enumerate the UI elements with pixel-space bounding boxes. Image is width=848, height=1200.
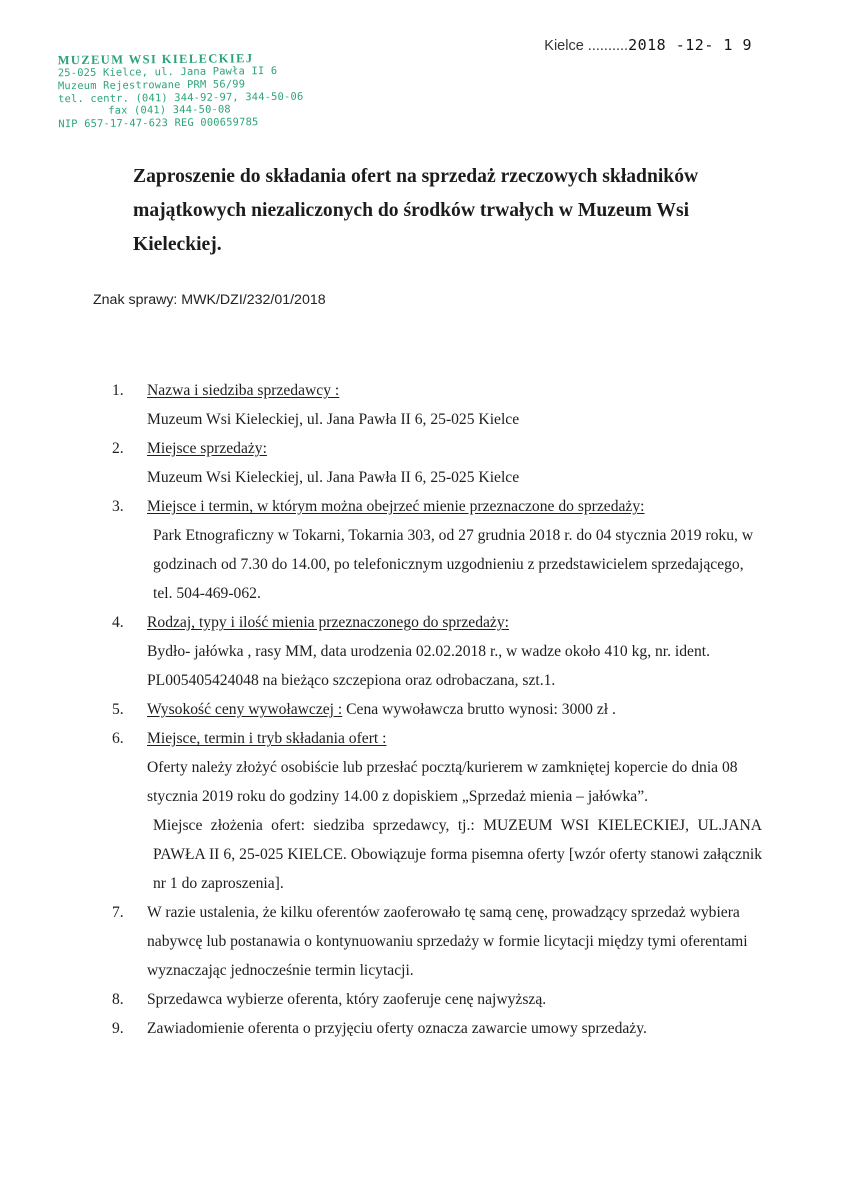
item-number: 4. xyxy=(112,614,124,631)
date-label: Kielce .......... xyxy=(544,38,629,54)
item-heading: Miejsce sprzedaży: xyxy=(147,440,267,457)
item-number: 8. xyxy=(112,991,124,1008)
list-item xyxy=(112,985,762,1014)
item-heading: Wysokość ceny wywoławczej : xyxy=(147,701,343,718)
list-item xyxy=(112,898,762,985)
item-number: 1. xyxy=(112,382,124,399)
item-text: Cena wywoławcza brutto wynosi: 3000 zł . xyxy=(346,701,616,718)
place-date xyxy=(544,36,752,54)
list-item xyxy=(112,608,762,695)
item-text: Zawiadomienie oferenta o przyjęciu oferty oznacza zawarcie umowy sprzedaży. xyxy=(147,1020,647,1037)
item-number: 6. xyxy=(112,730,124,747)
item-text: Oferty należy złożyć osobiście lub przesłać pocztą/kurierem w zamkniętej kopercie do dnia 08 stycznia 2019 roku do godziny 14.00 z dopiskiem „Sprzedaż mienia – jałówka”. xyxy=(147,759,738,805)
list-item xyxy=(112,434,762,492)
item-heading: Miejsce, termin i tryb składania ofert : xyxy=(147,730,387,747)
item-text: Muzeum Wsi Kieleckiej, ul. Jana Pawła II 6, 25-025 Kielce xyxy=(147,469,520,486)
museum-stamp xyxy=(57,51,304,131)
item-number: 3. xyxy=(112,498,124,515)
list-item xyxy=(112,376,762,434)
list-item xyxy=(112,695,762,724)
stamp-line-registry: Muzeum Rejestrowane PRM 56/99 xyxy=(57,78,246,93)
item-text: W razie ustalenia, że kilku oferentów zaoferowało tę samą cenę, prowadzący sprzedaż wybiera nabywcę lub postanawia o kontynuowaniu sprzedaży w formie licytacji między tymi oferentami wyznaczając jednocześnie termin licytacji. xyxy=(147,904,748,979)
document-title: Zaproszenie do składania ofert na sprzedaż rzeczowych składników majątkowych niezaliczonych do środków trwałych w Muzeum Wsi Kieleckiej. xyxy=(133,166,699,255)
list-item xyxy=(112,492,762,608)
stamp-line-nip: NIP 657-17-47-623 REG 000659785 xyxy=(58,116,259,131)
case-reference: Znak sprawy: MWK/DZI/232/01/2018 xyxy=(93,292,326,308)
item-heading: Rodzaj, typy i ilość mienia przeznaczonego do sprzedaży: xyxy=(147,614,509,631)
stamp-line-fax: fax (041) 344-50-08 xyxy=(108,103,231,118)
item-text: Muzeum Wsi Kieleckiej, ul. Jana Pawła II 6, 25-025 Kielce xyxy=(147,411,520,428)
item-text: Bydło- jałówka , rasy MM, data urodzenia 02.02.2018 r., w wadze około 410 kg, nr. ident. PL005405424048 na bieżąco szczepiona oraz odrobaczana, szt.1. xyxy=(147,643,711,689)
list-item xyxy=(112,724,762,898)
stamp-line-name: MUZEUM WSI KIELECKIEJ xyxy=(57,51,254,68)
date-value: 2018 -12- 1 9 xyxy=(628,36,752,54)
item-text: Park Etnograficzny w Tokarni, Tokarnia 303, od 27 grudnia 2018 r. do 04 stycznia 2019 roku, w godzinach od 7.30 do 14.00, po telefonicznym uzgodnieniu z przedstawicielem sprzedającego, tel. 504-469-062. xyxy=(153,527,754,602)
invitation-items xyxy=(112,376,762,1043)
item-number: 2. xyxy=(112,440,124,457)
item-heading: Nazwa i siedziba sprzedawcy : xyxy=(147,382,340,399)
item-text-2: Miejsce złożenia ofert: siedziba sprzedawcy, tj.: MUZEUM WSI KIELECKIEJ, UL.JANA PAWŁA II 6, 25-025 KIELCE. Obowiązuje forma pisemna oferty [wzór oferty stanowi załącznik nr 1 do zaproszenia]. xyxy=(153,817,762,892)
stamp-line-address: 25-025 Kielce, ul. Jana Pawła II 6 xyxy=(57,64,278,80)
item-heading: Miejsce i termin, w którym można obejrzeć mienie przeznaczone do sprzedaży: xyxy=(147,498,645,515)
list-item xyxy=(112,1014,762,1043)
item-number: 9. xyxy=(112,1020,124,1037)
stamp-line-phone: tel. centr. (041) 344-92-97, 344-50-06 xyxy=(58,90,304,105)
item-text: Sprzedawca wybierze oferenta, który zaoferuje cenę najwyższą. xyxy=(147,991,547,1008)
item-number: 5. xyxy=(112,701,124,718)
item-number: 7. xyxy=(112,904,124,921)
